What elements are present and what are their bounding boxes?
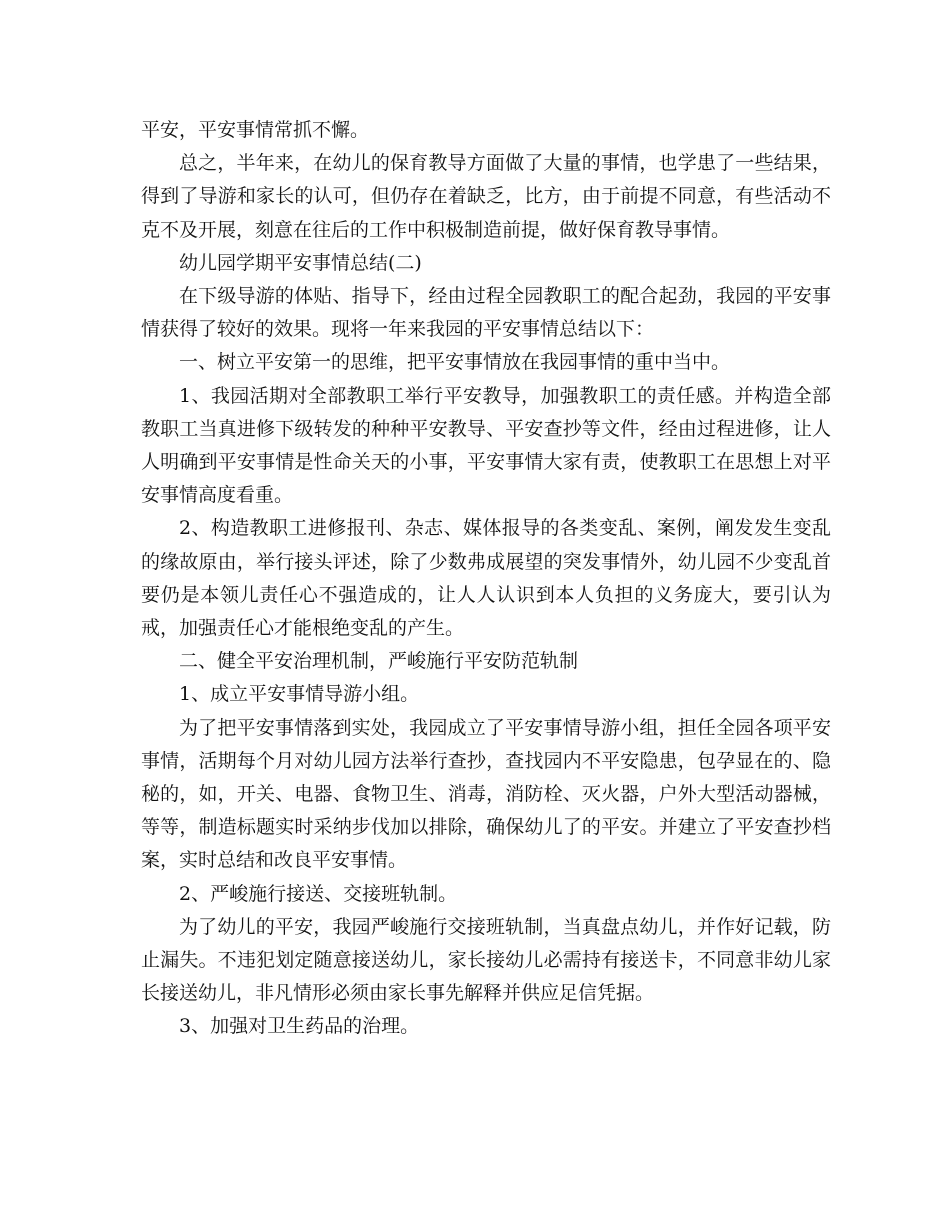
paragraph-intro: 在下级导游的体贴、指导下，经由过程全园教职工的配合起劲，我园的平安事情获得了较好的效果。现将一年来我园的平安事情总结以下： xyxy=(141,285,831,341)
paragraph-item-2: 2、构造教职工进修报刊、杂志、媒体报导的各类变乱、案例，阐发发生变乱的缘故原由，举行接头评述，除了少数弗成展望的突发事情外，幼儿园不少变乱首要仍是本领儿责任心不强造成的，让人人认识到本人负担的义务庞大，要引认为戒，加强责任心才能根绝变乱的产生。 xyxy=(141,517,831,640)
heading-one: 一、树立平安第一的思维，把平安事情放在我园事情的重中当中。 xyxy=(179,351,731,374)
paragraph-pickup: 为了幼儿的平安，我园严峻施行交接班轨制，当真盘点幼儿，并作好记载，防止漏失。不违犯划定随意接送幼儿，家长接幼儿必需持有接送卡，不同意非幼儿家长接送幼儿，非凡情形必须由家长事先解释并供应足信凭据。 xyxy=(141,915,831,1005)
paragraph-leadership-group: 为了把平安事情落到实处，我园成立了平安事情导游小组，担任全园各项平安事情，活期每个月对幼儿园方法举行查抄，查找园内不平安隐患，包孕显在的、隐秘的，如，开关、电器、食物卫生、消毒，消防栓、灭火器，户外大型活动器械，等等，制造标题实时采纳步伐加以排除，确保幼儿了的平安。并建立了平安查抄档案，实时总结和改良平安事情。 xyxy=(141,716,831,872)
heading-two: 二、健全平安治理机制，严峻施行平安防范轨制 xyxy=(179,650,579,673)
section-title: 幼儿园学期平安事情总结(二) xyxy=(179,251,422,274)
subheading-3: 3、加强对卫生药品的治理。 xyxy=(179,1015,420,1038)
paragraph-continuation: 平安，平安事情常抓不懈。 xyxy=(141,119,370,141)
subheading-1: 1、成立平安事情导游小组。 xyxy=(179,683,420,706)
subheading-2: 2、严峻施行接送、交接班轨制。 xyxy=(179,882,458,905)
paragraph-item-1: 1、我园活期对全部教职工举行平安教导，加强教职工的责任感。并构造全部教职工当真进修下级转发的种种平安教导、平安查抄等文件，经由过程进修，让人人明确到平安事情是性命关天的小事，平安事情大家有责，使教职工在思想上对平安事情高度看重。 xyxy=(141,384,831,507)
paragraph-summary: 总之，半年来，在幼儿的保育教导方面做了大量的事情，也学患了一些结果，得到了导游和家长的认可，但仍存在着缺乏，比方，由于前提不同意，有些活动不克不及开展，刻意在往后的工作中积极制造前提，做好保育教导事情。 xyxy=(141,152,831,241)
document-body xyxy=(141,114,831,1044)
